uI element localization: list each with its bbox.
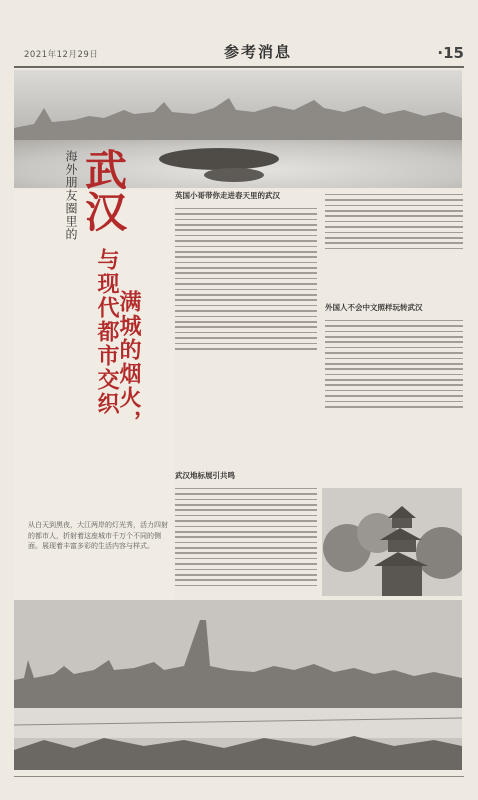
article-text-block — [325, 316, 463, 486]
intro-paragraph: 从白天到黑夜，大江两岸的灯光秀，活力四射的都市人，折射着这座城市千万个不同的侧面。展现着丰富多彩的生活内容与样式。 — [28, 521, 168, 550]
riverside-city-photo — [14, 600, 462, 770]
section-heading: 英国小哥带你走进春天里的武汉 — [175, 191, 280, 200]
pagoda-photo — [322, 488, 462, 596]
headline-line-3: 满城的烟火， — [116, 290, 142, 434]
masthead: 参考消息 — [224, 43, 293, 61]
riverside-skyline-graphic — [14, 600, 462, 770]
headline-subtitle: 海外朋友圈里的 — [64, 150, 78, 241]
headline-line-2: 与现代都市交织 — [94, 248, 120, 416]
section-heading: 武汉地标展引共鸣 — [175, 471, 235, 480]
article-text-block — [175, 204, 317, 474]
issue-date: 2021年12月29日 — [24, 50, 99, 60]
section-heading: 外国人不会中文照样玩转武汉 — [325, 303, 423, 312]
island-shape — [204, 168, 264, 182]
footer-rule — [14, 776, 464, 777]
header-rule — [14, 66, 464, 68]
article-text-block — [325, 190, 463, 300]
page-number: ·15 — [437, 44, 464, 62]
page-header — [14, 38, 464, 64]
city-skyline-graphic — [14, 88, 462, 143]
pagoda-graphic — [322, 488, 462, 596]
headline-title: 武汉 — [79, 148, 128, 232]
island-shape — [159, 148, 279, 170]
